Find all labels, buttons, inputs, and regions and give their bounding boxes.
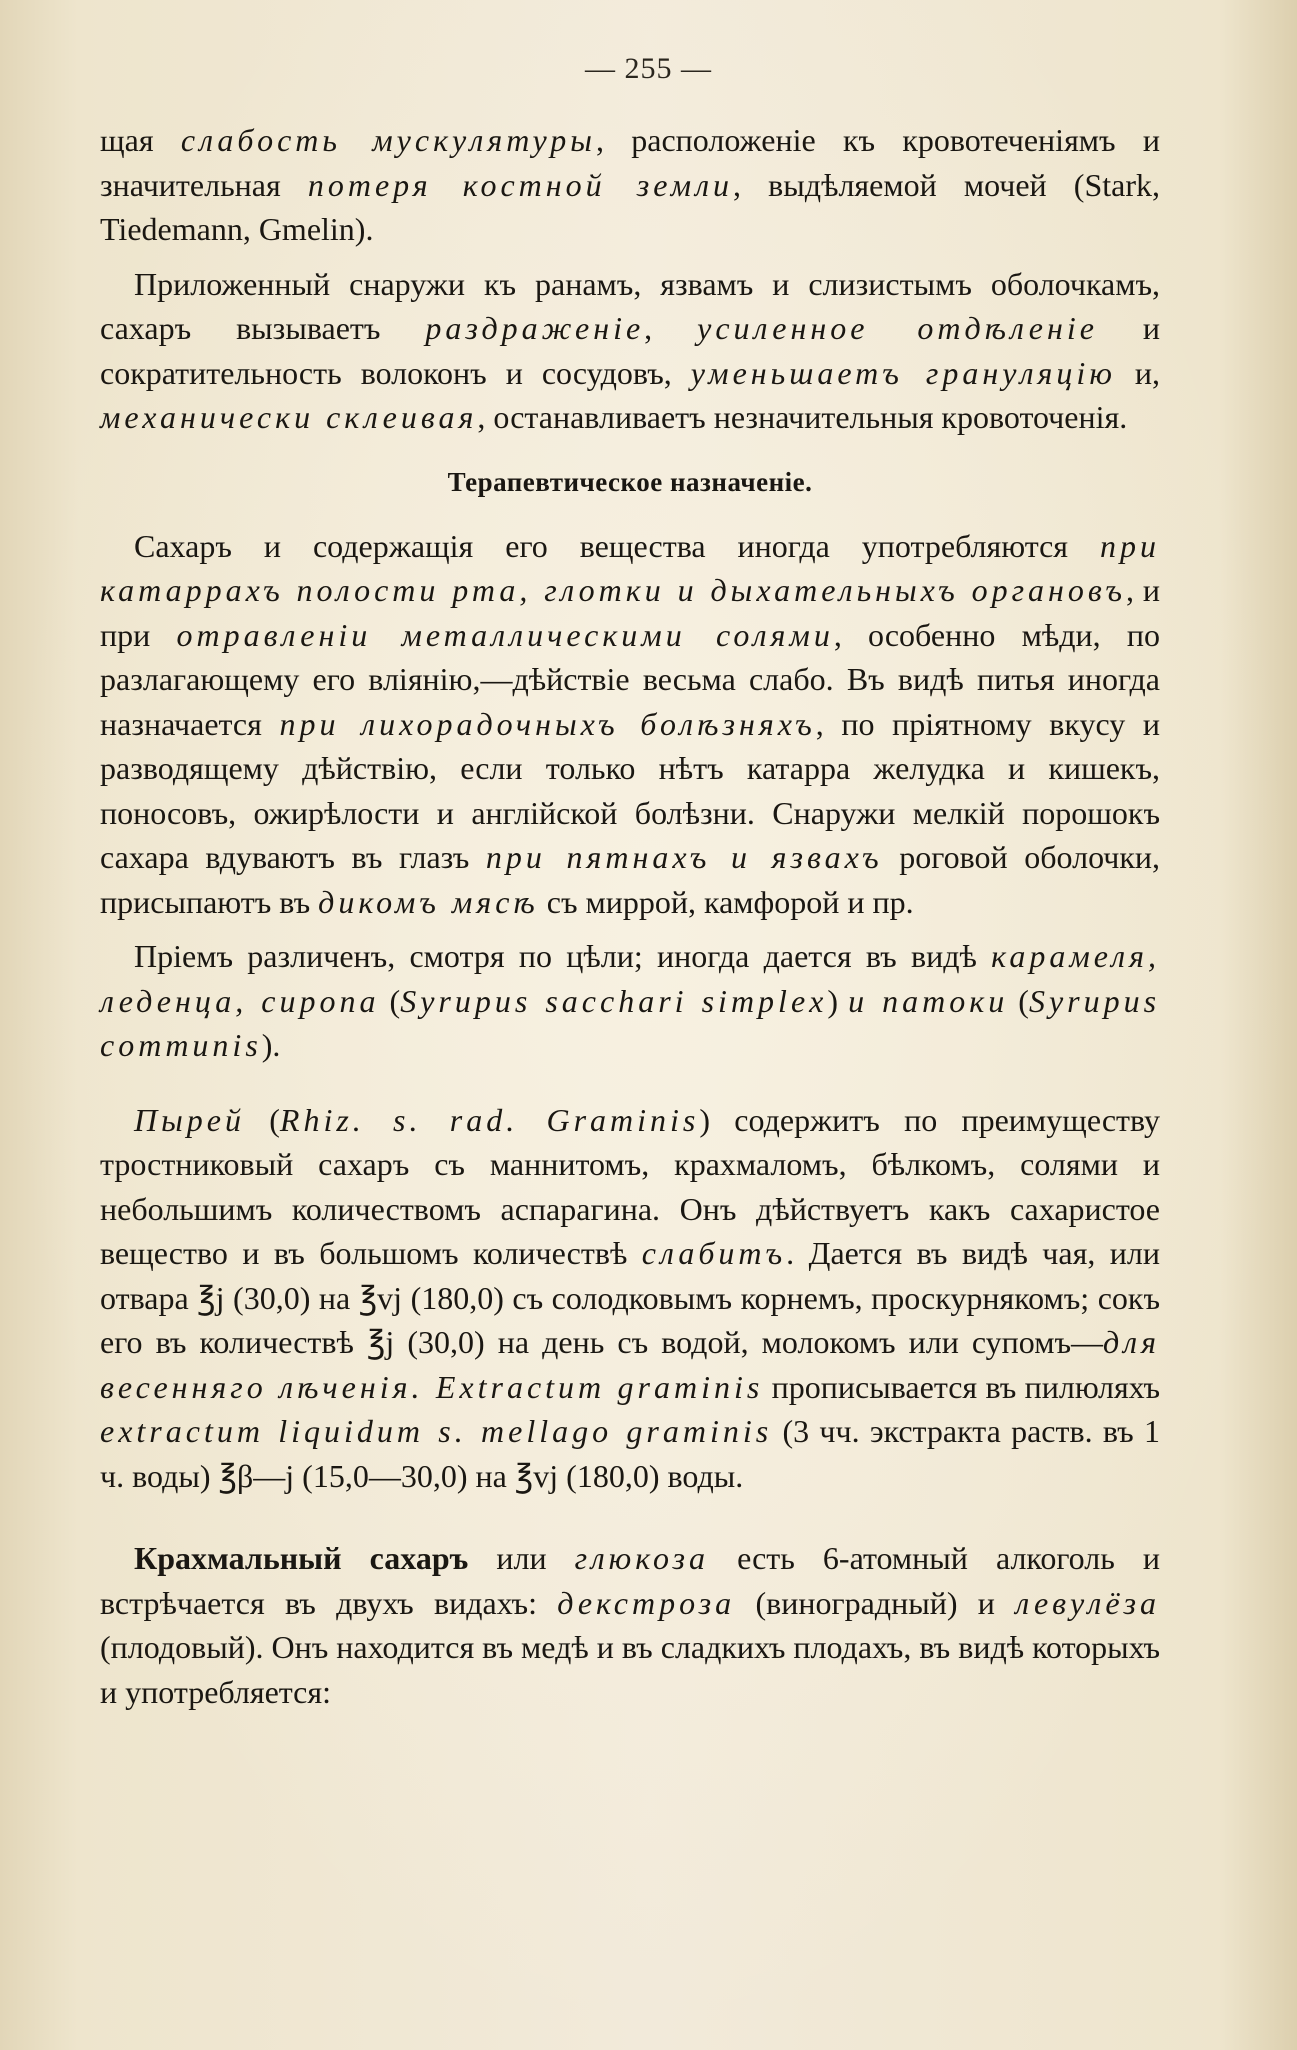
text-run: и сократительность волоконъ и сосудовъ, [100,310,1161,391]
emphasis: при катаррахъ полости рта, глотки и дыхательныхъ органовъ [100,527,1160,608]
page-number: — 255 — [585,52,712,85]
text-run: ( [244,1101,280,1138]
emphasis: усиленное отдѣленіе [697,310,1098,346]
emphasis: Syrupus communis [100,982,1161,1063]
text-run: роговой оболочки, присыпаютъ въ [100,839,1161,920]
text-run: есть 6-атомный алкоголь и встрѣчается въ двухъ видахъ: [100,1540,1160,1621]
text-run: , по пріятному вкусу и разводящему дѣйствію, если только нѣтъ катарра желудка и кишекъ, поносовъ, ожирѣлости и англійской болѣзни. Снаружи мелкій порошокъ сахара вдуваютъ въ глазъ [100,705,1161,875]
emphasis: левулёза [1015,1584,1161,1621]
emphasis: Пырей [134,1101,245,1138]
text-run: щая [100,122,181,158]
text-run: . Дается въ видѣ чая, или отвара ℥j (30,0) на ℥vj (180,0) съ солодковымъ корнемъ, проскурнякомъ; сокъ его въ количествѣ ℥j (30,0) на день съ водой, молокомъ или супомъ— [100,1235,1160,1360]
text-run: , и при [100,572,1161,653]
emphasis: декстроза [557,1584,736,1621]
emphasis: отравленіи металлическими солями [176,616,834,653]
paragraph-couch-grass [100,1098,1160,1499]
section-heading: Терапевтическое назначеніе. [447,466,813,497]
text-run: , особенно мѣди, по разлагающему его вліянію,—дѣйствіе весьма слабо. Въ видѣ питья иногда назначается [100,616,1161,742]
text-run: съ миррой, камфорой и пр. [538,883,914,920]
emphasis: при лихорадочныхъ болѣзняхъ [279,705,816,742]
emphasis: extractum liquidum s. mellago graminis [100,1413,773,1449]
text-run: Приложенный снаружи къ ранамъ, язвамъ и слизистымъ оболочкамъ, сахаръ вызываетъ [100,265,1160,346]
paragraph-intro [100,118,1160,252]
emphasis: слабость мускулятуры [180,122,596,158]
paragraph-reception [100,934,1160,1068]
emphasis: раздраженіе [425,310,645,346]
spacer [100,1498,1160,1536]
text-run: (плодовый). Онъ находится въ медѣ и въ сладкихъ плодахъ, въ видѣ которыхъ и употребляется: [100,1629,1160,1710]
bold-term: Крахмальный сахаръ [134,1540,469,1576]
emphasis: дикомъ мясѣ [318,883,539,920]
text-run: ( [379,982,401,1019]
text-run: ) содержитъ по преимуществу тростниковый сахаръ съ маннитомъ, крахмаломъ, бѣлкомъ, солями и небольшимъ количествомъ аспарагина. Онъ дѣйствуетъ какъ сахаристое вещество и въ большомъ количествѣ [100,1101,1161,1271]
emphasis: и патоки [848,982,1009,1019]
text-run: (3 чч. экстракта раств. въ 1 ч. воды) ℥β—j (15,0—30,0) на ℥vj (180,0) воды. [100,1413,1161,1494]
spacer [100,1068,1160,1098]
text-run: Пріемъ различенъ, смотря по цѣли; иногда дается въ видѣ [134,938,992,974]
text-run: , [644,310,698,346]
text-run: прописывается въ пилюляхъ [763,1368,1160,1405]
paragraph-external-use [100,262,1160,440]
body-text [100,118,1160,1714]
text-run: Сахаръ и содержащія его вещества иногда употребляются [134,527,1100,564]
emphasis: слабитъ [641,1235,787,1271]
text-run: или [468,1540,575,1576]
paragraph-therapy [100,524,1160,925]
text-run: , выдѣляемой мочей (Stark, Tiedemann, Gmelin). [100,166,1160,247]
emphasis: потеря костной земли [307,166,734,203]
emphasis: при пятнахъ и язвахъ [485,839,883,875]
emphasis: глюкоза [574,1540,710,1576]
emphasis: механически склеивая [100,399,478,435]
text-run: ) [827,982,849,1019]
spacer [100,440,1160,454]
emphasis: для весенняго лѣченія. Extractum graminis [100,1324,1160,1405]
text-run: , расположеніе къ кровотеченіямъ и значительная [100,122,1161,203]
text-run: ( [1008,982,1029,1019]
text-run: , останавливаетъ незначительныя кровоточенія. [477,399,1128,435]
emphasis: Rhiz. s. rad. Graminis [279,1101,700,1138]
emphasis: карамеля, леденца, сиропа [100,938,1160,1019]
emphasis: уменьшаетъ грануляцію [690,354,1116,391]
text-run: ). [261,1027,281,1063]
paragraph-glucose [100,1536,1160,1714]
text-run: (виноградный) и [735,1584,1016,1621]
text-run: и, [1115,354,1161,391]
emphasis: Syrupus sacchari simplex [400,982,828,1019]
